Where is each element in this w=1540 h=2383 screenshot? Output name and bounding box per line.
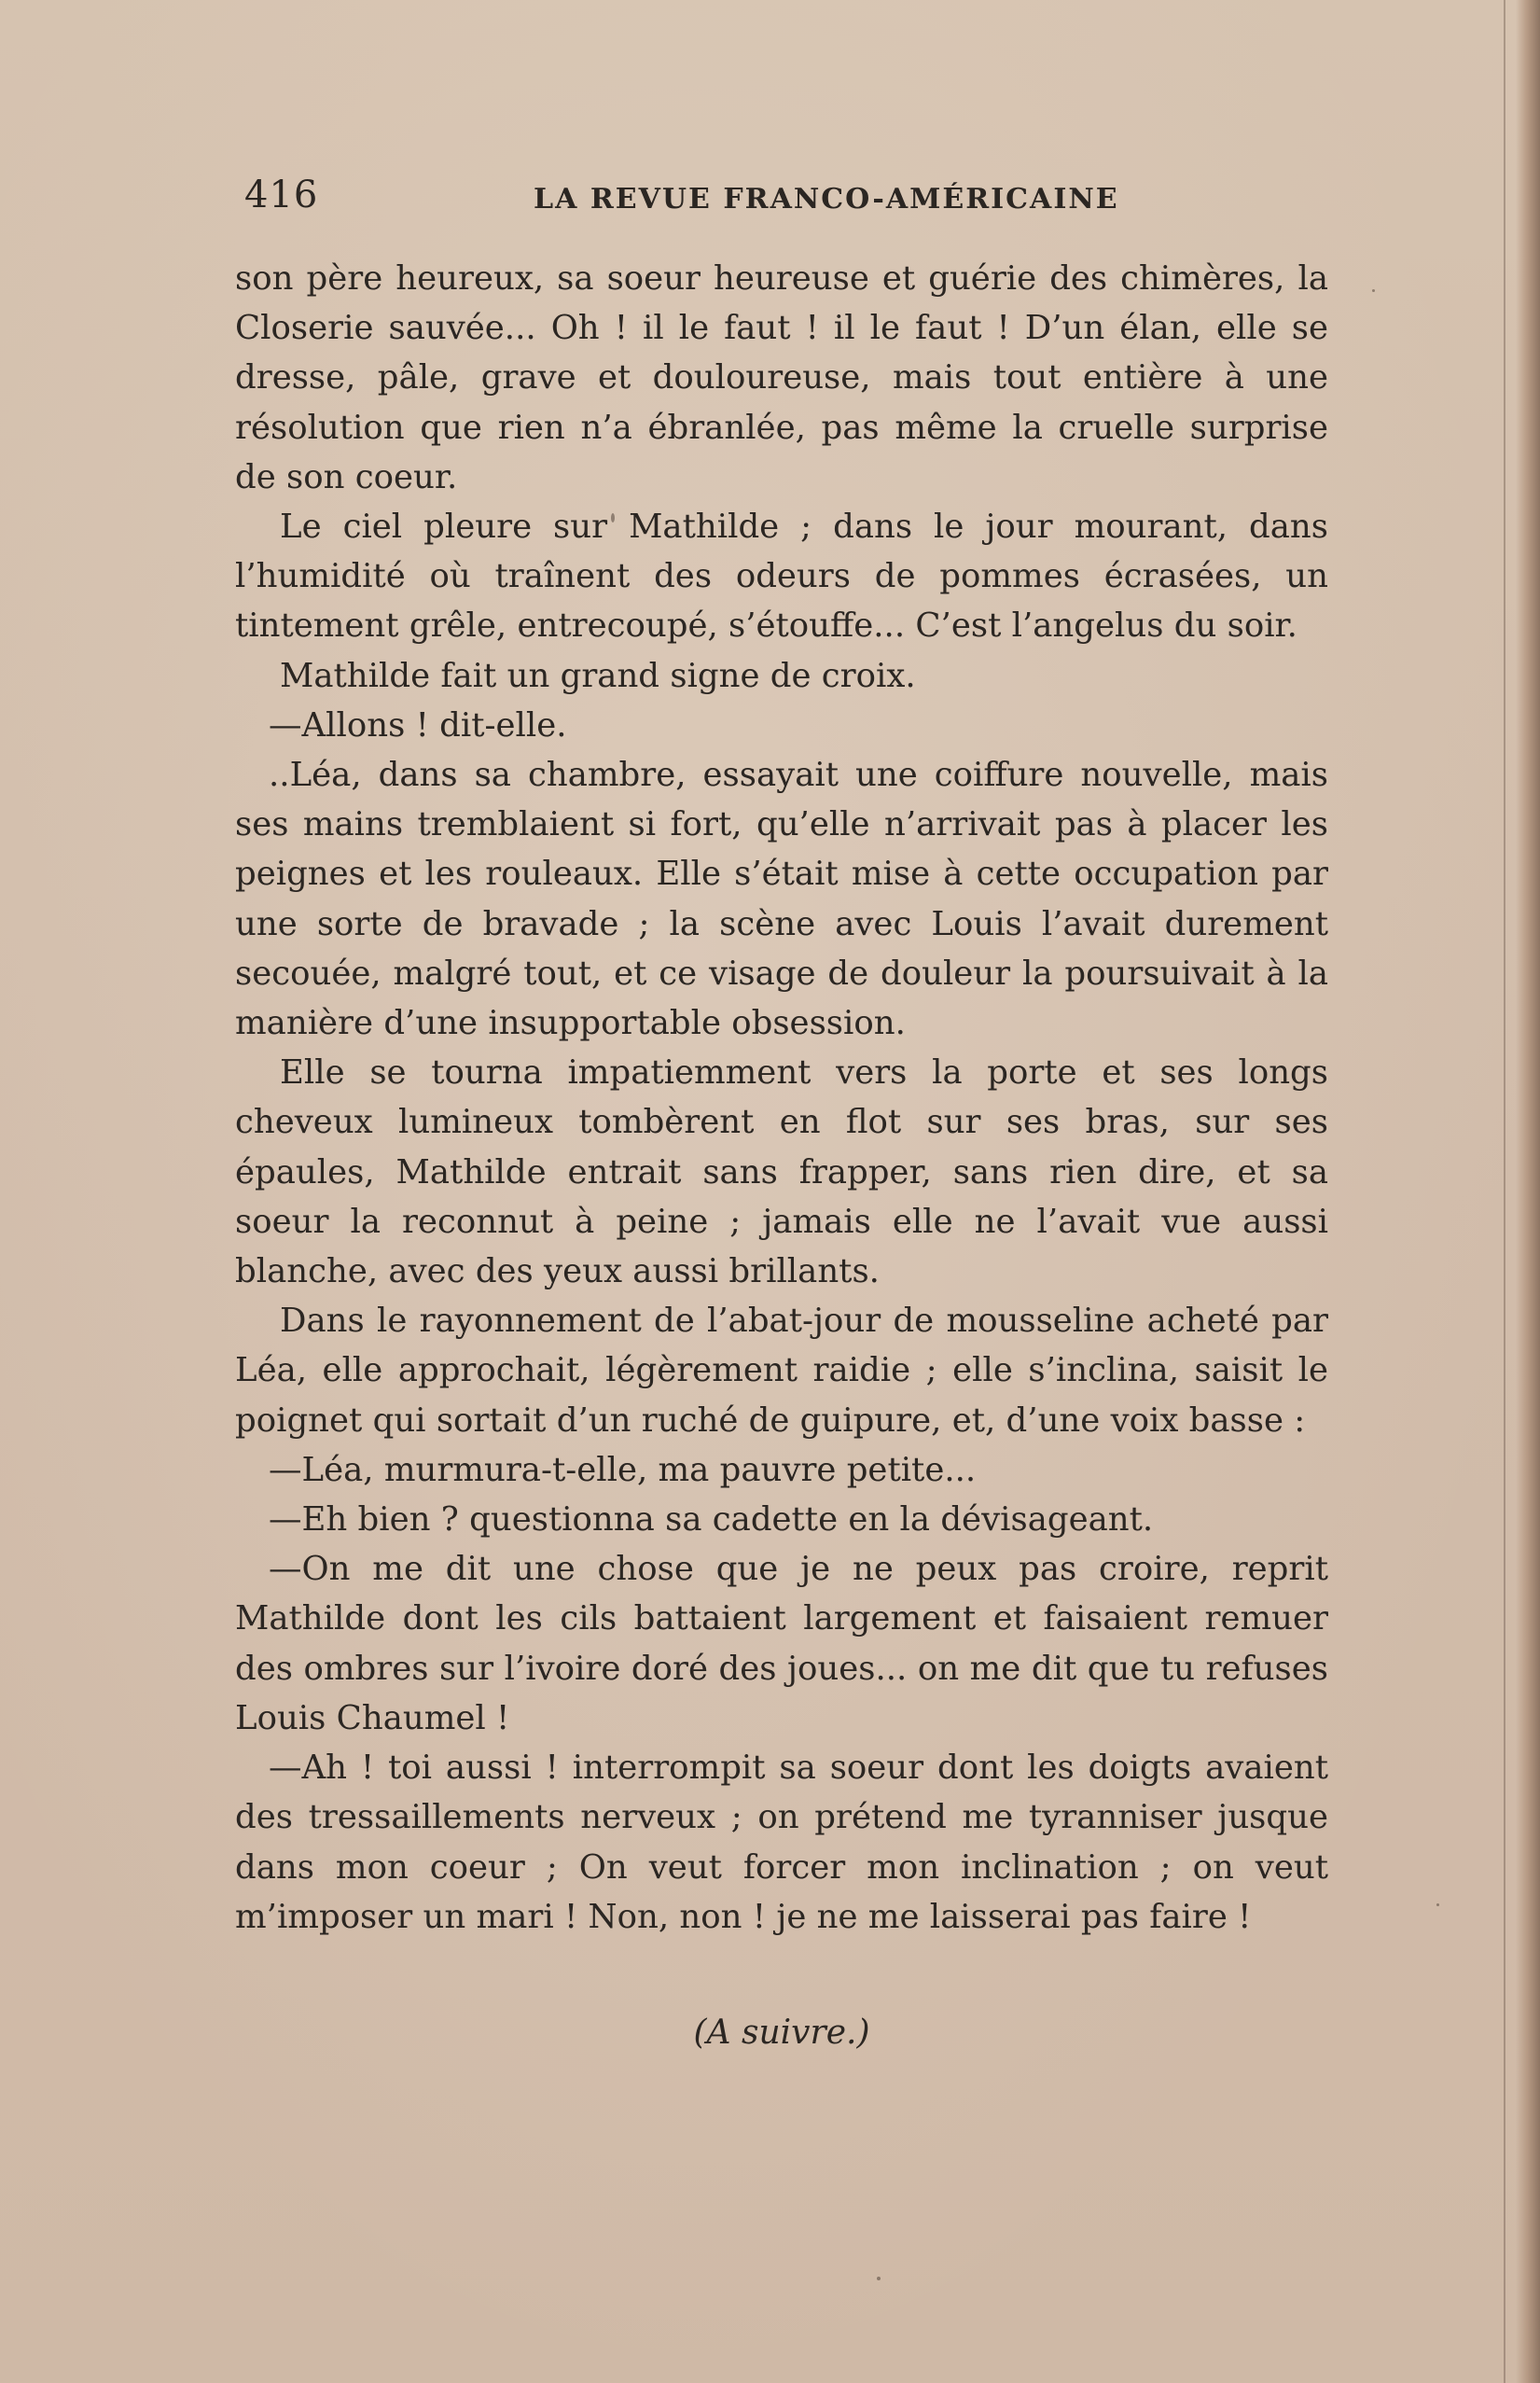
page-number: 416	[244, 174, 319, 216]
page-edge-shadow	[1516, 0, 1540, 2383]
paragraph: son père heureux, sa soeur heureuse et guérie des chimères, la Closerie sauvée... Oh ! il le faut ! il le faut ! D’un élan, elle se dresse, pâle, grave et douloureuse, mais tout entière à une résolution que rien n’a ébranlée, pas même la cruelle surprise de son coeur.	[235, 259, 1328, 496]
page-edge-line	[1504, 0, 1505, 2383]
paragraph: Elle se tourna impatiemment vers la porte et ses longs cheveux lumineux tombèrent en flot sur ses bras, sur ses épaules, Mathilde entrait sans frapper, sans rien dire, et sa soeur la reconnut à peine ; jamais elle ne l’avait vue aussi blanche, avec des yeux aussi brillants.	[235, 1053, 1328, 1291]
dialogue-line: —Eh bien ? questionna sa cadette en la dévisageant.	[269, 1500, 1154, 1540]
to-be-continued: (A suivre.)	[693, 2014, 870, 2052]
page-header	[244, 174, 1345, 230]
paper-speck	[877, 2277, 881, 2280]
paragraph: Mathilde fait un grand signe de croix.	[280, 656, 916, 695]
dialogue-line: —Ah ! toi aussi ! interrompit sa soeur dont les doigts avaient des tressaillements nerveux ; on prétend me tyranniser jusque dans mon coeur ; On veut forcer mon inclination ; on veut m’imposer un mari ! Non, non ! je ne me laisserai pas faire !	[235, 1749, 1328, 1936]
running-title: LA REVUE FRANCO-AMÉRICAINE	[534, 183, 1119, 216]
paragraph: ..Léa, dans sa chambre, essayait une coiffure nouvelle, mais ses mains tremblaient si fort, qu’elle n’arrivait pas à placer les peignes et les rouleaux. Elle s’était mise à cette occupation par une sorte de bravade ; la scène avec Louis l’avait durement secouée, malgré tout, et ce visage de douleur la poursuivait à la manière d’une insupportable obsession.	[235, 756, 1328, 1043]
paper-speck	[1372, 289, 1375, 292]
paragraph: Dans le rayonnement de l’abat-jour de mousseline acheté par Léa, elle approchait, légèrement raidie ; elle s’inclina, saisit le poignet qui sortait d’un ruché de guipure, et, d’une voix basse :	[235, 1302, 1328, 1440]
paragraph: Le ciel pleure sur Mathilde ; dans le jour mourant, dans l’humidité où traînent des odeurs de pommes écrasées, un tintement grêle, entrecoupé, s’étouffe... C’est l’angelus du soir.	[235, 508, 1328, 646]
paper-speck	[1436, 1903, 1439, 1906]
body-text	[235, 254, 1328, 1942]
dialogue-line: —On me dit une chose que je ne peux pas croire, reprit Mathilde dont les cils battaient largement et faisaient remuer des ombres sur l’ivoire doré des joues... on me dit que tu refuses Louis Chaumel !	[235, 1550, 1328, 1737]
dialogue-line: —Léa, murmura-t-elle, ma pauvre petite...	[269, 1450, 977, 1489]
dialogue-line: —Allons ! dit-elle.	[269, 705, 567, 745]
